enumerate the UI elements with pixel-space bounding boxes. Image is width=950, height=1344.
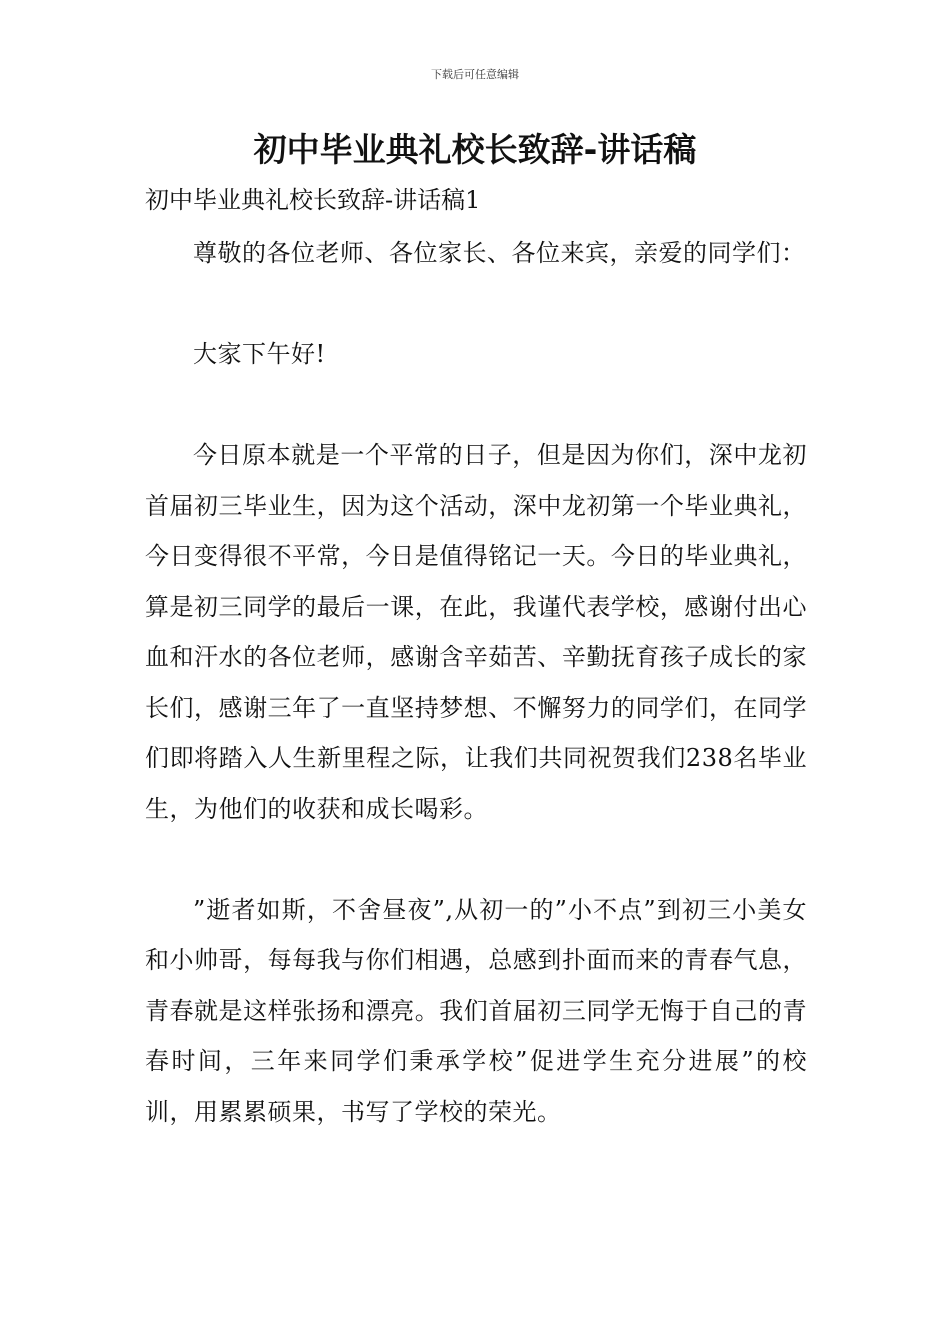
document-body	[145, 228, 807, 1137]
paragraph-salutation: 大家下午好!	[193, 340, 326, 368]
document-title: 初中毕业典礼校长致辞-讲话稿	[253, 130, 697, 169]
header-note: 下载后可任意编辑	[431, 68, 519, 81]
paragraph-body-2: ”逝者如斯，不舍昼夜”,从初一的”小不点”到初三小美女和小帅哥，每每我与你们相遇，总感到扑面而来的青春气息，青春就是这样张扬和漂亮。我们首届初三同学无悔于自己的青春时间，三年来同学们秉承学校”促进学生充分进展”的校训，用累累硕果，书写了学校的荣光。	[145, 895, 807, 1126]
paragraph-body-1: 今日原本就是一个平常的日子，但是因为你们，深中龙初首届初三毕业生，因为这个活动，深中龙初第一个毕业典礼，今日变得很不平常，今日是值得铭记一天。今日的毕业典礼，算是初三同学的最后一课，在此，我谨代表学校，感谢付出心血和汗水的各位老师，感谢含辛茹苦、辛勤抚育孩子成长的家长们，感谢三年了一直坚持梦想、不懈努力的同学们，在同学们即将踏入人生新里程之际，让我们共同祝贺我们238名毕业生，为他们的收获和成长喝彩。	[145, 441, 807, 823]
document-subtitle: 初中毕业典礼校长致辞-讲话稿1	[145, 186, 481, 214]
paragraph-greeting: 尊敬的各位老师、各位家长、各位来宾，亲爱的同学们：	[193, 239, 806, 267]
